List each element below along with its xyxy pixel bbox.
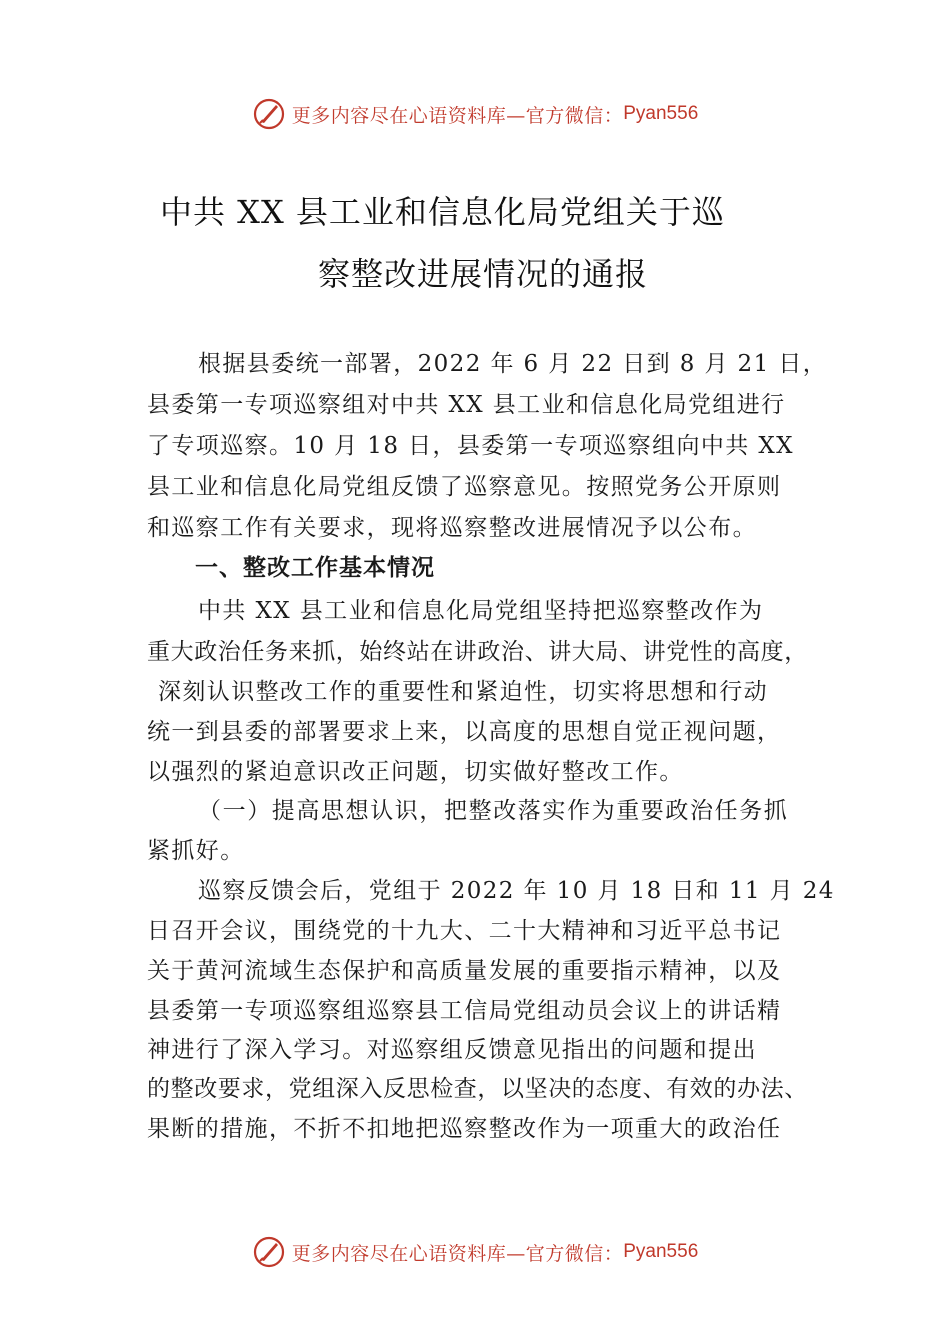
- paragraph-line: 关于黄河流域生态保护和高质量发展的重要指示精神，以及: [147, 958, 782, 984]
- paragraph-line: 深刻认识整改工作的重要性和紧迫性，切实将思想和行动: [158, 679, 768, 705]
- watermark-text: 更多内容尽在心语资料库—官方微信：: [291, 1242, 624, 1265]
- watermark-header: [0, 94, 950, 134]
- paragraph-line: 中共 XX 县工业和信息化局党组坚持把巡察整改作为: [198, 598, 764, 624]
- paragraph-line: 和巡察工作有关要求，现将巡察整改进展情况予以公布。: [147, 515, 757, 541]
- paragraph-line: 巡察反馈会后，党组于 2022 年 10 月 18 日和 11 月 24: [198, 878, 835, 904]
- subsection-heading: （一）提高思想认识，把整改落实作为重要政治任务抓: [198, 798, 789, 824]
- watermark-text: 更多内容尽在心语资料库—官方微信：: [291, 104, 624, 127]
- title-line-1: 中共 XX 县工业和信息化局党组关于巡: [160, 193, 725, 231]
- watermark-wechat-id: Pyan556: [623, 1241, 699, 1262]
- paragraph-line: 统一到县委的部署要求上来，以高度的思想自觉正视问题，: [147, 719, 782, 745]
- title-line-2: 察整改进展情况的通报: [318, 255, 649, 293]
- section-heading: 一、整改工作基本情况: [195, 555, 435, 581]
- paragraph-line: 以强烈的紧迫意识改正问题，切实做好整改工作。: [147, 759, 684, 785]
- watermark-wechat-id: Pyan556: [623, 103, 699, 124]
- paragraph-line: 的整改要求，党组深入反思检查，以坚决的态度、有效的办法、: [147, 1076, 808, 1102]
- paragraph-line: 果断的措施，不折不扣地把巡察整改作为一项重大的政治任: [147, 1116, 782, 1142]
- paragraph-line: 县委第一专项巡察组巡察县工信局党组动员会议上的讲话精: [147, 998, 782, 1024]
- paragraph-line: 了专项巡察。10 月 18 日，县委第一专项巡察组向中共 XX: [147, 433, 794, 459]
- paragraph-line: 重大政治任务来抓，始终站在讲政治、讲大局、讲党性的高度，: [147, 639, 808, 665]
- paragraph-line: 日召开会议，围绕党的十九大、二十大精神和习近平总书记: [147, 918, 782, 944]
- paragraph-line: 神进行了深入学习。对巡察组反馈意见指出的问题和提出: [147, 1037, 757, 1063]
- watermark-footer: [0, 1232, 950, 1272]
- paragraph-line: 紧抓好。: [147, 838, 245, 864]
- quill-circle-icon: [252, 97, 286, 131]
- quill-circle-icon: [252, 1235, 286, 1269]
- paragraph-line: 县委第一专项巡察组对中共 XX 县工业和信息化局党组进行: [147, 392, 786, 418]
- paragraph-line: 县工业和信息化局党组反馈了巡察意见。按照党务公开原则: [147, 474, 782, 500]
- paragraph-line: 根据县委统一部署，2022 年 6 月 22 日到 8 月 21 日，: [198, 351, 828, 377]
